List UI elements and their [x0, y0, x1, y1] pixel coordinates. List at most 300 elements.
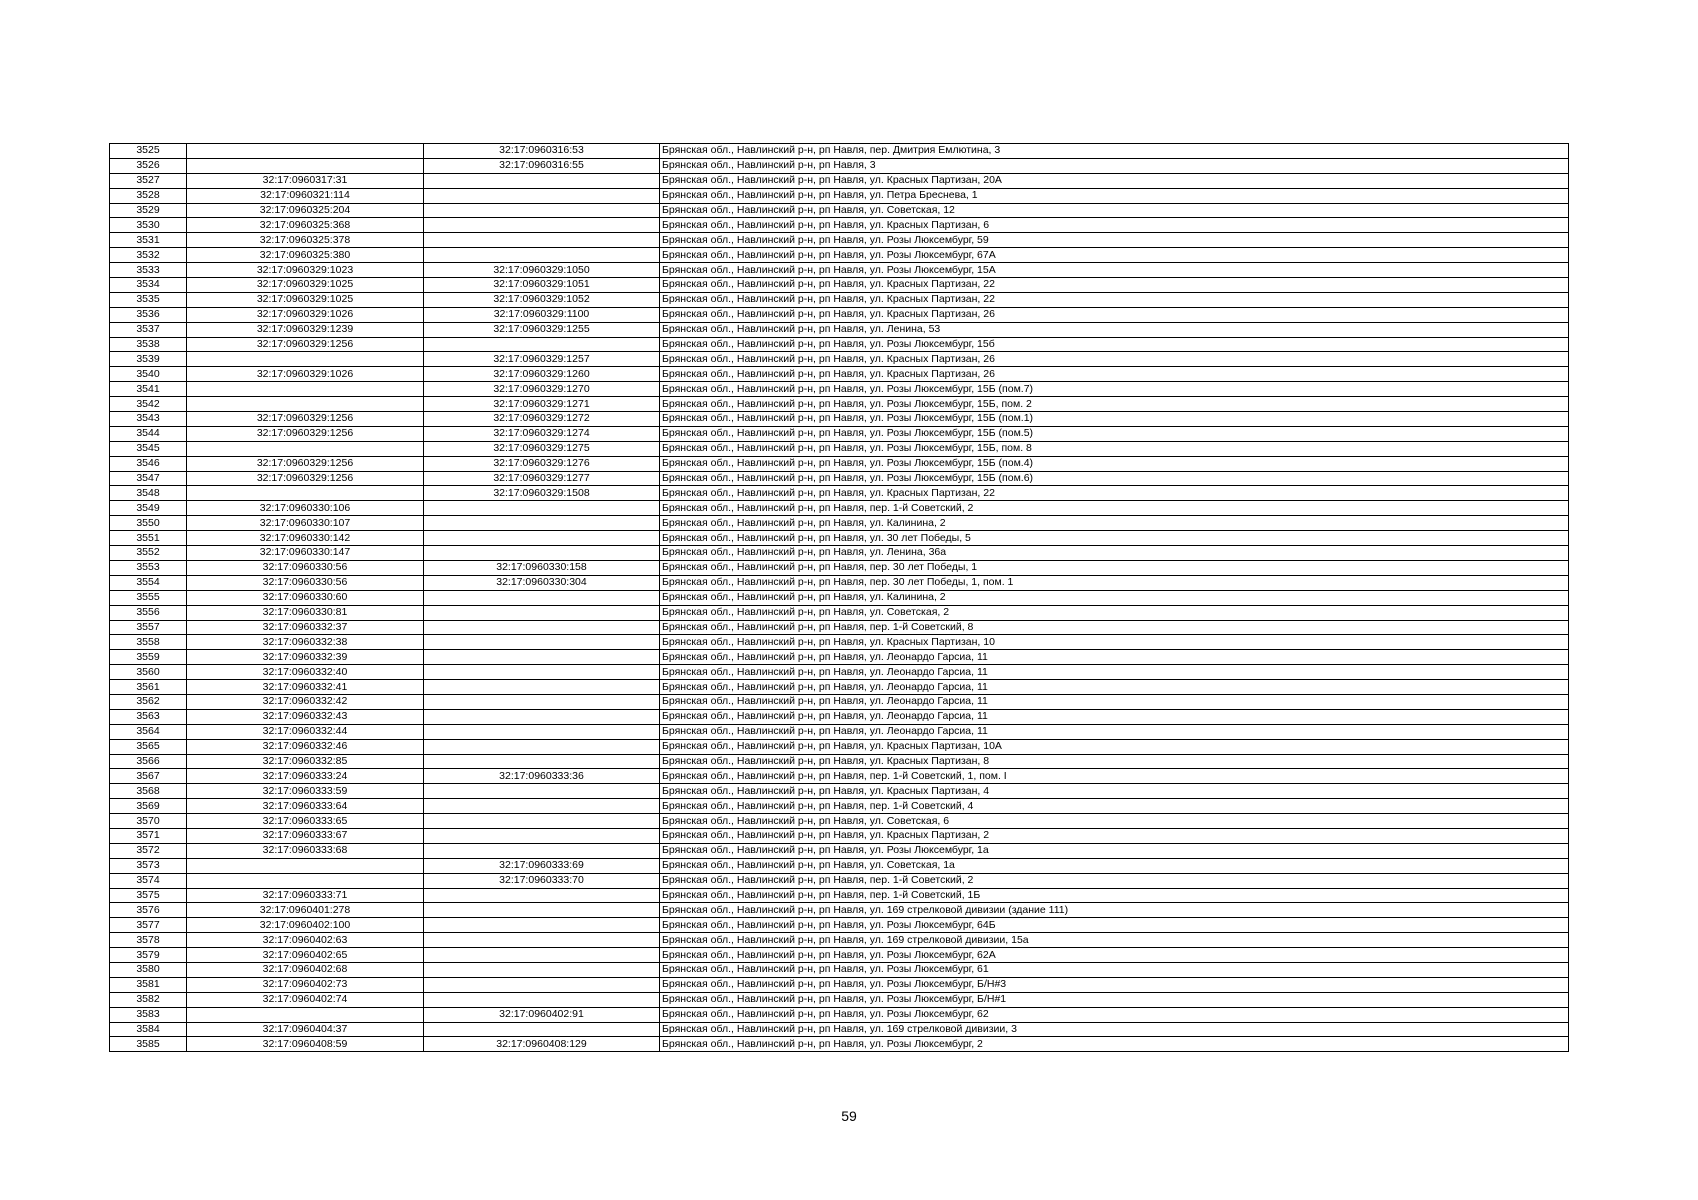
- table-row: [110, 903, 1569, 918]
- address-cell: Брянская обл., Навлинский р-н, рп Навля, ул. Розы Люксембург, 15Б, пом. 2: [660, 397, 1569, 412]
- address-cell: Брянская обл., Навлинский р-н, рп Навля, ул. Розы Люксембург, 62: [660, 1007, 1569, 1022]
- table-row: [110, 292, 1569, 307]
- address-cell: Брянская обл., Навлинский р-н, рп Навля, пер. 30 лет Победы, 1, пом. 1: [660, 575, 1569, 590]
- row-number-cell: 3565: [110, 739, 187, 754]
- row-number-cell: 3577: [110, 918, 187, 933]
- row-number-cell: 3539: [110, 352, 187, 367]
- parcel-number-cell: [187, 397, 424, 412]
- parcel-number-cell: 32:17:0960329:1025: [187, 278, 424, 293]
- parcel-number-cell: [187, 441, 424, 456]
- table-row: [110, 828, 1569, 843]
- address-cell: Брянская обл., Навлинский р-н, рп Навля, ул. Леонардо Гарсиа, 11: [660, 709, 1569, 724]
- parcel-number-cell: 32:17:0960329:1256: [187, 412, 424, 427]
- address-cell: Брянская обл., Навлинский р-н, рп Навля, ул. Красных Партизан, 22: [660, 278, 1569, 293]
- building-number-cell: [424, 754, 660, 769]
- table-row: [110, 590, 1569, 605]
- table-row: [110, 694, 1569, 709]
- parcel-number-cell: 32:17:0960333:68: [187, 843, 424, 858]
- building-number-cell: [424, 516, 660, 531]
- address-cell: Брянская обл., Навлинский р-н, рп Навля, ул. Леонардо Гарсиа, 11: [660, 724, 1569, 739]
- table-row: [110, 709, 1569, 724]
- parcel-number-cell: [187, 352, 424, 367]
- address-cell: Брянская обл., Навлинский р-н, рп Навля, ул. 169 стрелковой дивизии (здание 111): [660, 903, 1569, 918]
- parcel-number-cell: 32:17:0960329:1026: [187, 307, 424, 322]
- address-cell: Брянская обл., Навлинский р-н, рп Навля, ул. Красных Партизан, 10А: [660, 739, 1569, 754]
- table-row: [110, 397, 1569, 412]
- parcel-number-cell: 32:17:0960325:368: [187, 218, 424, 233]
- building-number-cell: [424, 188, 660, 203]
- row-number-cell: 3569: [110, 799, 187, 814]
- table-row: [110, 158, 1569, 173]
- table-row: [110, 278, 1569, 293]
- table-row: [110, 322, 1569, 337]
- address-cell: Брянская обл., Навлинский р-н, рп Навля, пер. Дмитрия Емлютина, 3: [660, 144, 1569, 159]
- table-row: [110, 546, 1569, 561]
- row-number-cell: 3542: [110, 397, 187, 412]
- address-cell: Брянская обл., Навлинский р-н, рп Навля, ул. Розы Люксембург, 61: [660, 962, 1569, 977]
- address-cell: Брянская обл., Навлинский р-н, рп Навля, ул. Розы Люксембург, 2: [660, 1037, 1569, 1052]
- building-number-cell: [424, 843, 660, 858]
- address-cell: Брянская обл., Навлинский р-н, рп Навля, ул. Леонардо Гарсиа, 11: [660, 665, 1569, 680]
- parcel-number-cell: 32:17:0960330:60: [187, 590, 424, 605]
- parcel-number-cell: 32:17:0960330:56: [187, 560, 424, 575]
- building-number-cell: [424, 337, 660, 352]
- table-row: [110, 307, 1569, 322]
- address-cell: Брянская обл., Навлинский р-н, рп Навля, ул. Красных Партизан, 26: [660, 352, 1569, 367]
- building-number-cell: [424, 903, 660, 918]
- parcel-number-cell: 32:17:0960402:63: [187, 933, 424, 948]
- building-number-cell: [424, 218, 660, 233]
- table-row: [110, 144, 1569, 159]
- parcel-number-cell: [187, 144, 424, 159]
- building-number-cell: [424, 828, 660, 843]
- parcel-number-cell: 32:17:0960402:65: [187, 948, 424, 963]
- page-number: 59: [841, 1108, 857, 1124]
- building-number-cell: [424, 590, 660, 605]
- table-row: [110, 486, 1569, 501]
- building-number-cell: [424, 248, 660, 263]
- table-row: [110, 1007, 1569, 1022]
- table-row: [110, 337, 1569, 352]
- table-row: [110, 918, 1569, 933]
- building-number-cell: [424, 680, 660, 695]
- row-number-cell: 3526: [110, 158, 187, 173]
- table-row: [110, 799, 1569, 814]
- table-row: [110, 620, 1569, 635]
- table-row: [110, 605, 1569, 620]
- address-cell: Брянская обл., Навлинский р-н, рп Навля, ул. Розы Люксембург, 15Б, пом. 8: [660, 441, 1569, 456]
- address-cell: Брянская обл., Навлинский р-н, рп Навля, пер. 1-й Советский, 4: [660, 799, 1569, 814]
- parcel-number-cell: 32:17:0960332:44: [187, 724, 424, 739]
- table-body: [110, 144, 1569, 1052]
- address-cell: Брянская обл., Навлинский р-н, рп Навля, ул. Красных Партизан, 4: [660, 784, 1569, 799]
- building-number-cell: 32:17:0960316:55: [424, 158, 660, 173]
- building-number-cell: [424, 694, 660, 709]
- table-row: [110, 858, 1569, 873]
- table-row: [110, 680, 1569, 695]
- parcel-number-cell: 32:17:0960333:65: [187, 814, 424, 829]
- row-number-cell: 3552: [110, 546, 187, 561]
- address-cell: Брянская обл., Навлинский р-н, рп Навля, ул. Советская, 6: [660, 814, 1569, 829]
- building-number-cell: 32:17:0960330:304: [424, 575, 660, 590]
- address-cell: Брянская обл., Навлинский р-н, рп Навля, ул. Красных Партизан, 8: [660, 754, 1569, 769]
- row-number-cell: 3573: [110, 858, 187, 873]
- row-number-cell: 3559: [110, 650, 187, 665]
- table-row: [110, 173, 1569, 188]
- parcel-number-cell: 32:17:0960333:59: [187, 784, 424, 799]
- building-number-cell: 32:17:0960329:1052: [424, 292, 660, 307]
- address-cell: Брянская обл., Навлинский р-н, рп Навля, ул. Розы Люксембург, 64Б: [660, 918, 1569, 933]
- row-number-cell: 3578: [110, 933, 187, 948]
- table-row: [110, 412, 1569, 427]
- building-number-cell: 32:17:0960333:69: [424, 858, 660, 873]
- parcel-number-cell: 32:17:0960329:1256: [187, 471, 424, 486]
- building-number-cell: 32:17:0960329:1257: [424, 352, 660, 367]
- parcel-number-cell: [187, 158, 424, 173]
- table-row: [110, 501, 1569, 516]
- address-cell: Брянская обл., Навлинский р-н, рп Навля, ул. Леонардо Гарсиа, 11: [660, 650, 1569, 665]
- table-row: [110, 456, 1569, 471]
- row-number-cell: 3567: [110, 769, 187, 784]
- row-number-cell: 3554: [110, 575, 187, 590]
- row-number-cell: 3529: [110, 203, 187, 218]
- parcel-number-cell: 32:17:0960325:204: [187, 203, 424, 218]
- building-number-cell: [424, 635, 660, 650]
- building-number-cell: [424, 948, 660, 963]
- building-number-cell: [424, 724, 660, 739]
- parcel-number-cell: 32:17:0960325:378: [187, 233, 424, 248]
- table-row: [110, 263, 1569, 278]
- row-number-cell: 3548: [110, 486, 187, 501]
- table-row: [110, 843, 1569, 858]
- address-cell: Брянская обл., Навлинский р-н, рп Навля, пер. 1-й Советский, 8: [660, 620, 1569, 635]
- building-number-cell: 32:17:0960329:1275: [424, 441, 660, 456]
- address-cell: Брянская обл., Навлинский р-н, рп Навля, ул. Розы Люксембург, Б/Н#1: [660, 992, 1569, 1007]
- address-cell: Брянская обл., Навлинский р-н, рп Навля, ул. Розы Люксембург, 15Б (пом.5): [660, 426, 1569, 441]
- row-number-cell: 3553: [110, 560, 187, 575]
- table-row: [110, 635, 1569, 650]
- row-number-cell: 3556: [110, 605, 187, 620]
- building-number-cell: [424, 814, 660, 829]
- parcel-number-cell: [187, 1007, 424, 1022]
- table-row: [110, 426, 1569, 441]
- row-number-cell: 3555: [110, 590, 187, 605]
- parcel-number-cell: 32:17:0960332:42: [187, 694, 424, 709]
- parcel-number-cell: 32:17:0960325:380: [187, 248, 424, 263]
- row-number-cell: 3557: [110, 620, 187, 635]
- table-row: [110, 888, 1569, 903]
- row-number-cell: 3564: [110, 724, 187, 739]
- table-row: [110, 188, 1569, 203]
- building-number-cell: [424, 620, 660, 635]
- property-table: [109, 143, 1569, 1052]
- parcel-number-cell: 32:17:0960329:1025: [187, 292, 424, 307]
- building-number-cell: [424, 546, 660, 561]
- table-row: [110, 352, 1569, 367]
- building-number-cell: [424, 933, 660, 948]
- row-number-cell: 3575: [110, 888, 187, 903]
- parcel-number-cell: 32:17:0960333:24: [187, 769, 424, 784]
- table-row: [110, 233, 1569, 248]
- parcel-number-cell: 32:17:0960329:1256: [187, 456, 424, 471]
- row-number-cell: 3576: [110, 903, 187, 918]
- row-number-cell: 3561: [110, 680, 187, 695]
- parcel-number-cell: 32:17:0960332:37: [187, 620, 424, 635]
- address-cell: Брянская обл., Навлинский р-н, рп Навля, ул. Советская, 2: [660, 605, 1569, 620]
- building-number-cell: 32:17:0960329:1271: [424, 397, 660, 412]
- table-row: [110, 367, 1569, 382]
- row-number-cell: 3536: [110, 307, 187, 322]
- row-number-cell: 3571: [110, 828, 187, 843]
- row-number-cell: 3541: [110, 382, 187, 397]
- building-number-cell: 32:17:0960329:1255: [424, 322, 660, 337]
- parcel-number-cell: [187, 486, 424, 501]
- table-row: [110, 814, 1569, 829]
- building-number-cell: [424, 918, 660, 933]
- parcel-number-cell: 32:17:0960333:71: [187, 888, 424, 903]
- address-cell: Брянская обл., Навлинский р-н, рп Навля, пер. 30 лет Победы, 1: [660, 560, 1569, 575]
- row-number-cell: 3543: [110, 412, 187, 427]
- address-cell: Брянская обл., Навлинский р-н, рп Навля, ул. Леонардо Гарсиа, 11: [660, 694, 1569, 709]
- parcel-number-cell: 32:17:0960329:1023: [187, 263, 424, 278]
- address-cell: Брянская обл., Навлинский р-н, рп Навля, ул. Красных Партизан, 6: [660, 218, 1569, 233]
- building-number-cell: 32:17:0960329:1051: [424, 278, 660, 293]
- row-number-cell: 3581: [110, 977, 187, 992]
- parcel-number-cell: 32:17:0960321:114: [187, 188, 424, 203]
- table-row: [110, 977, 1569, 992]
- address-cell: Брянская обл., Навлинский р-н, рп Навля, ул. Красных Партизан, 26: [660, 367, 1569, 382]
- row-number-cell: 3574: [110, 873, 187, 888]
- address-cell: Брянская обл., Навлинский р-н, рп Навля, ул. Красных Партизан, 22: [660, 486, 1569, 501]
- address-cell: Брянская обл., Навлинский р-н, рп Навля, ул. Розы Люксембург, 59: [660, 233, 1569, 248]
- building-number-cell: [424, 977, 660, 992]
- address-cell: Брянская обл., Навлинский р-н, рп Навля, ул. Красных Партизан, 22: [660, 292, 1569, 307]
- row-number-cell: 3540: [110, 367, 187, 382]
- parcel-number-cell: 32:17:0960330:106: [187, 501, 424, 516]
- address-cell: Брянская обл., Навлинский р-н, рп Навля, ул. Ленина, 53: [660, 322, 1569, 337]
- parcel-number-cell: [187, 858, 424, 873]
- building-number-cell: [424, 799, 660, 814]
- row-number-cell: 3528: [110, 188, 187, 203]
- address-cell: Брянская обл., Навлинский р-н, рп Навля, пер. 1-й Советский, 2: [660, 501, 1569, 516]
- address-cell: Брянская обл., Навлинский р-н, рп Навля, ул. Розы Люксембург, 67А: [660, 248, 1569, 263]
- parcel-number-cell: 32:17:0960332:85: [187, 754, 424, 769]
- address-cell: Брянская обл., Навлинский р-н, рп Навля, пер. 1-й Советский, 1, пом. I: [660, 769, 1569, 784]
- building-number-cell: 32:17:0960329:1508: [424, 486, 660, 501]
- parcel-number-cell: 32:17:0960330:142: [187, 531, 424, 546]
- building-number-cell: 32:17:0960402:91: [424, 1007, 660, 1022]
- parcel-number-cell: 32:17:0960330:147: [187, 546, 424, 561]
- table-row: [110, 784, 1569, 799]
- table-row: [110, 1022, 1569, 1037]
- address-cell: Брянская обл., Навлинский р-н, рп Навля, ул. Розы Люксембург, 15Б (пом.1): [660, 412, 1569, 427]
- address-cell: Брянская обл., Навлинский р-н, рп Навля, ул. Леонардо Гарсиа, 11: [660, 680, 1569, 695]
- building-number-cell: [424, 501, 660, 516]
- address-cell: Брянская обл., Навлинский р-н, рп Навля, пер. 1-й Советский, 2: [660, 873, 1569, 888]
- row-number-cell: 3534: [110, 278, 187, 293]
- row-number-cell: 3580: [110, 962, 187, 977]
- table-row: [110, 873, 1569, 888]
- row-number-cell: 3584: [110, 1022, 187, 1037]
- table-row: [110, 203, 1569, 218]
- building-number-cell: [424, 233, 660, 248]
- parcel-number-cell: 32:17:0960332:39: [187, 650, 424, 665]
- table-row: [110, 754, 1569, 769]
- table-row: [110, 560, 1569, 575]
- address-cell: Брянская обл., Навлинский р-н, рп Навля, ул. 169 стрелковой дивизии, 3: [660, 1022, 1569, 1037]
- table-row: [110, 531, 1569, 546]
- table-row: [110, 516, 1569, 531]
- address-cell: Брянская обл., Навлинский р-н, рп Навля, ул. Красных Партизан, 26: [660, 307, 1569, 322]
- parcel-number-cell: 32:17:0960332:40: [187, 665, 424, 680]
- building-number-cell: 32:17:0960329:1050: [424, 263, 660, 278]
- table-row: [110, 441, 1569, 456]
- row-number-cell: 3531: [110, 233, 187, 248]
- table-row: [110, 575, 1569, 590]
- address-cell: Брянская обл., Навлинский р-н, рп Навля, ул. Советская, 12: [660, 203, 1569, 218]
- address-cell: Брянская обл., Навлинский р-н, рп Навля, ул. Розы Люксембург, 15А: [660, 263, 1569, 278]
- table-row: [110, 471, 1569, 486]
- building-number-cell: 32:17:0960329:1277: [424, 471, 660, 486]
- row-number-cell: 3537: [110, 322, 187, 337]
- row-number-cell: 3525: [110, 144, 187, 159]
- row-number-cell: 3544: [110, 426, 187, 441]
- table-row: [110, 1037, 1569, 1052]
- parcel-number-cell: 32:17:0960330:56: [187, 575, 424, 590]
- address-cell: Брянская обл., Навлинский р-н, рп Навля, ул. Советская, 1а: [660, 858, 1569, 873]
- parcel-number-cell: 32:17:0960402:100: [187, 918, 424, 933]
- row-number-cell: 3527: [110, 173, 187, 188]
- row-number-cell: 3585: [110, 1037, 187, 1052]
- row-number-cell: 3570: [110, 814, 187, 829]
- row-number-cell: 3562: [110, 694, 187, 709]
- row-number-cell: 3551: [110, 531, 187, 546]
- building-number-cell: [424, 1022, 660, 1037]
- parcel-number-cell: 32:17:0960329:1026: [187, 367, 424, 382]
- parcel-number-cell: [187, 382, 424, 397]
- parcel-number-cell: 32:17:0960317:31: [187, 173, 424, 188]
- table-row: [110, 665, 1569, 680]
- building-number-cell: 32:17:0960333:70: [424, 873, 660, 888]
- address-cell: Брянская обл., Навлинский р-н, рп Навля, ул. Розы Люксембург, 1а: [660, 843, 1569, 858]
- table-row: [110, 962, 1569, 977]
- address-cell: Брянская обл., Навлинский р-н, рп Навля, ул. Красных Партизан, 20А: [660, 173, 1569, 188]
- address-cell: Брянская обл., Навлинский р-н, рп Навля, ул. Розы Люксембург, 15б: [660, 337, 1569, 352]
- address-cell: Брянская обл., Навлинский р-н, рп Навля, ул. Петра Бреснева, 1: [660, 188, 1569, 203]
- building-number-cell: 32:17:0960329:1274: [424, 426, 660, 441]
- building-number-cell: 32:17:0960316:53: [424, 144, 660, 159]
- row-number-cell: 3558: [110, 635, 187, 650]
- address-cell: Брянская обл., Навлинский р-н, рп Навля, ул. Розы Люксембург, 15Б (пом.7): [660, 382, 1569, 397]
- building-number-cell: [424, 962, 660, 977]
- row-number-cell: 3532: [110, 248, 187, 263]
- row-number-cell: 3568: [110, 784, 187, 799]
- parcel-number-cell: 32:17:0960332:46: [187, 739, 424, 754]
- address-cell: Брянская обл., Навлинский р-н, рп Навля, ул. Калинина, 2: [660, 590, 1569, 605]
- row-number-cell: 3530: [110, 218, 187, 233]
- table-row: [110, 382, 1569, 397]
- building-number-cell: 32:17:0960329:1276: [424, 456, 660, 471]
- building-number-cell: 32:17:0960333:36: [424, 769, 660, 784]
- building-number-cell: 32:17:0960329:1260: [424, 367, 660, 382]
- row-number-cell: 3583: [110, 1007, 187, 1022]
- row-number-cell: 3545: [110, 441, 187, 456]
- row-number-cell: 3538: [110, 337, 187, 352]
- table-row: [110, 724, 1569, 739]
- parcel-number-cell: 32:17:0960329:1256: [187, 426, 424, 441]
- row-number-cell: 3572: [110, 843, 187, 858]
- address-cell: Брянская обл., Навлинский р-н, рп Навля, пер. 1-й Советский, 1Б: [660, 888, 1569, 903]
- building-number-cell: [424, 605, 660, 620]
- row-number-cell: 3579: [110, 948, 187, 963]
- parcel-number-cell: 32:17:0960408:59: [187, 1037, 424, 1052]
- address-cell: Брянская обл., Навлинский р-н, рп Навля, ул. Розы Люксембург, 15Б (пом.4): [660, 456, 1569, 471]
- building-number-cell: 32:17:0960330:158: [424, 560, 660, 575]
- table-row: [110, 769, 1569, 784]
- parcel-number-cell: 32:17:0960330:81: [187, 605, 424, 620]
- address-cell: Брянская обл., Навлинский р-н, рп Навля, ул. Красных Партизан, 2: [660, 828, 1569, 843]
- row-number-cell: 3549: [110, 501, 187, 516]
- building-number-cell: [424, 784, 660, 799]
- address-cell: Брянская обл., Навлинский р-н, рп Навля, ул. Ленина, 36а: [660, 546, 1569, 561]
- building-number-cell: [424, 739, 660, 754]
- building-number-cell: 32:17:0960329:1272: [424, 412, 660, 427]
- parcel-number-cell: 32:17:0960332:43: [187, 709, 424, 724]
- address-cell: Брянская обл., Навлинский р-н, рп Навля, ул. Красных Партизан, 10: [660, 635, 1569, 650]
- building-number-cell: [424, 665, 660, 680]
- parcel-number-cell: 32:17:0960329:1256: [187, 337, 424, 352]
- address-cell: Брянская обл., Навлинский р-н, рп Навля, 3: [660, 158, 1569, 173]
- building-number-cell: 32:17:0960329:1270: [424, 382, 660, 397]
- parcel-number-cell: 32:17:0960329:1239: [187, 322, 424, 337]
- address-cell: Брянская обл., Навлинский р-н, рп Навля, ул. Розы Люксембург, 15Б (пом.6): [660, 471, 1569, 486]
- table-row: [110, 650, 1569, 665]
- table-row: [110, 933, 1569, 948]
- row-number-cell: 3566: [110, 754, 187, 769]
- parcel-number-cell: 32:17:0960332:38: [187, 635, 424, 650]
- parcel-number-cell: 32:17:0960401:278: [187, 903, 424, 918]
- building-number-cell: [424, 992, 660, 1007]
- table-row: [110, 248, 1569, 263]
- address-cell: Брянская обл., Навлинский р-н, рп Навля, ул. Калинина, 2: [660, 516, 1569, 531]
- table-row: [110, 992, 1569, 1007]
- parcel-number-cell: [187, 873, 424, 888]
- row-number-cell: 3533: [110, 263, 187, 278]
- row-number-cell: 3563: [110, 709, 187, 724]
- row-number-cell: 3535: [110, 292, 187, 307]
- address-cell: Брянская обл., Навлинский р-н, рп Навля, ул. Розы Люксембург, 62А: [660, 948, 1569, 963]
- building-number-cell: [424, 173, 660, 188]
- parcel-number-cell: 32:17:0960402:73: [187, 977, 424, 992]
- parcel-number-cell: 32:17:0960330:107: [187, 516, 424, 531]
- address-cell: Брянская обл., Навлинский р-н, рп Навля, ул. 169 стрелковой дивизии, 15а: [660, 933, 1569, 948]
- row-number-cell: 3547: [110, 471, 187, 486]
- row-number-cell: 3582: [110, 992, 187, 1007]
- building-number-cell: 32:17:0960329:1100: [424, 307, 660, 322]
- parcel-number-cell: 32:17:0960402:74: [187, 992, 424, 1007]
- table-row: [110, 739, 1569, 754]
- parcel-number-cell: 32:17:0960404:37: [187, 1022, 424, 1037]
- building-number-cell: [424, 888, 660, 903]
- parcel-number-cell: 32:17:0960333:67: [187, 828, 424, 843]
- building-number-cell: [424, 709, 660, 724]
- table-row: [110, 218, 1569, 233]
- address-cell: Брянская обл., Навлинский р-н, рп Навля, ул. 30 лет Победы, 5: [660, 531, 1569, 546]
- address-cell: Брянская обл., Навлинский р-н, рп Навля, ул. Розы Люксембург, Б/Н#3: [660, 977, 1569, 992]
- row-number-cell: 3550: [110, 516, 187, 531]
- building-number-cell: 32:17:0960408:129: [424, 1037, 660, 1052]
- building-number-cell: [424, 203, 660, 218]
